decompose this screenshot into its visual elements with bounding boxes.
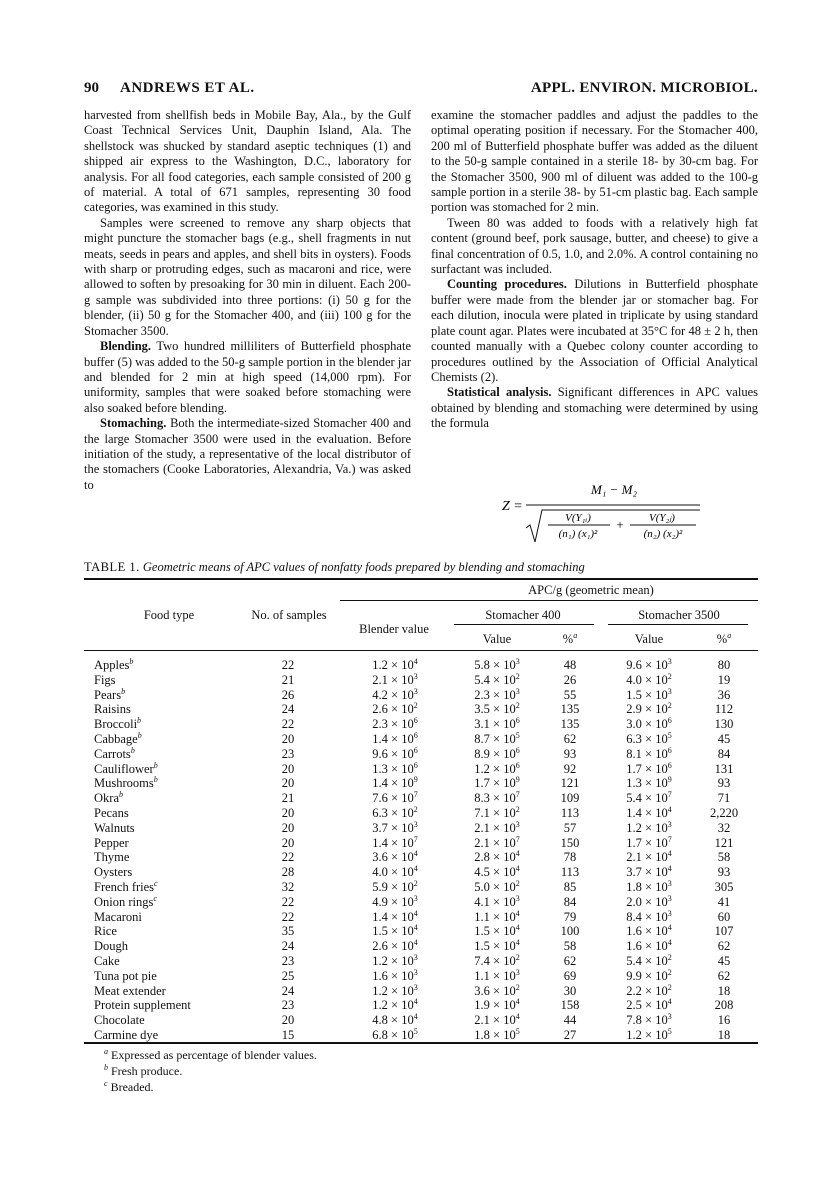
paragraph: Counting procedures. Dilutions in Butterfield phosphate buffer were made from the blender jar or stomacher bag. For each dilution, inocula were plated in triplicate by using standard plate count agar. Plates were incubated at 35°C for 48 ± 2 h, then counted manually with a Quebec colony counter according to procedures outlined by the Association of Official Analytical Chemists (2). (431, 277, 758, 384)
cell-s3500-pct: 19 (717, 672, 731, 687)
table-row (84, 998, 758, 1013)
cell-food-type: Macaroni (94, 909, 142, 924)
cell-samples: 32 (281, 880, 295, 894)
cell-s400-pct: 92 (563, 761, 577, 776)
cell-s3500-value: $4.0 \times 10^2$ (626, 671, 672, 687)
cell-s400-pct: 135 (560, 702, 580, 717)
cell-blender-value: $6.8 \times 10^5$ (372, 1026, 418, 1042)
footnote: $^a$ Expressed as percentage of blender values. (104, 1047, 317, 1062)
table-label: TABLE 1. (84, 560, 140, 574)
cell-blender-value: $1.5 \times 10^4$ (372, 923, 418, 939)
cell-food-type: Raisins (94, 702, 131, 717)
cell-blender-value: $4.9 \times 10^3$ (372, 893, 418, 909)
cell-s3500-pct: 71 (717, 791, 731, 806)
cell-samples: 22 (281, 894, 295, 909)
cell-s400-value: $5.8 \times 10^3$ (474, 656, 520, 672)
table-row (84, 924, 758, 939)
cell-food-type: Pears$^b$ (94, 686, 126, 702)
cell-s400-value: $1.9 \times 10^4$ (474, 997, 520, 1013)
cell-s400-pct: 44 (563, 1013, 577, 1028)
cell-s3500-pct: 2,220 (709, 806, 739, 820)
running-header (84, 80, 758, 100)
cell-food-type: Pecans (94, 806, 129, 820)
cell-samples: 20 (281, 835, 295, 850)
cell-s400-value: $7.1 \times 10^2$ (474, 804, 520, 820)
cell-s3500-value: $5.4 \times 10^7$ (626, 790, 672, 806)
cell-blender-value: $4.2 \times 10^3$ (372, 686, 418, 702)
paragraph: harvested from shellfish beds in Mobile Bay, Ala., by the Gulf Coast Technical Services Unit, Dauphin Island, Ala. The shellstock was shucked by standard aseptic techniques (1) and shipped air express to the Washington, D.C., laboratory for analysis. For all food categories, each sample consisted of 200 g of material. A total of 671 samples, representing 30 food categories, was examined in this study. (84, 108, 411, 215)
cell-blender-value: $7.6 \times 10^7$ (372, 790, 418, 806)
cell-s400-value: $8.3 \times 10^7$ (474, 790, 520, 806)
cell-s3500-value: $2.2 \times 10^2$ (626, 982, 672, 998)
cell-s3500-pct: 62 (717, 968, 731, 983)
cell-blender-value: $2.6 \times 10^2$ (372, 701, 418, 717)
header-value-3500: Value (634, 632, 664, 646)
cell-blender-value: $2.6 \times 10^4$ (372, 938, 418, 954)
cell-s400-value: $5.0 \times 10^2$ (474, 878, 520, 894)
cell-s3500-pct: 107 (714, 924, 734, 939)
cell-samples: 20 (281, 820, 295, 835)
table-row (84, 806, 758, 821)
table-row (84, 776, 758, 791)
header-blender: Blender value (359, 622, 429, 636)
cell-s400-pct: 26 (563, 672, 577, 687)
cell-food-type: Cake (94, 954, 120, 968)
cell-s3500-value: $1.5 \times 10^3$ (626, 686, 672, 702)
cell-s3500-pct: 208 (714, 998, 734, 1013)
table-row (84, 850, 758, 865)
run-in-heading: Blending. (100, 339, 152, 354)
cell-s400-value: $4.5 \times 10^4$ (474, 864, 520, 880)
cell-s3500-value: $9.9 \times 10^2$ (626, 967, 672, 983)
paragraph: examine the stomacher paddles and adjust the paddles to the optimal operating position if necessary. For the Stomacher 400, 200 ml of Butterfield phosphate buffer was added as the diluent to the 50-g sample contained in a sterile 18- by 30-cm bag. For the Stomacher 3500, 900 ml of diluent was added to the 100-g sample portion in a sterile 38- by 51-cm plastic bag. Each sample portion was stomached for 2 min. (431, 108, 758, 215)
cell-s400-pct: 85 (563, 880, 577, 894)
header-pct-400: %$^a$ (562, 630, 578, 646)
right-column (431, 108, 758, 432)
cell-food-type: Meat extender (94, 983, 166, 998)
cell-s400-value: $8.7 \times 10^5$ (474, 730, 520, 746)
header-stomacher-3500: Stomacher 3500 (638, 608, 720, 622)
cell-s400-value: $5.4 \times 10^2$ (474, 671, 520, 687)
footnote: $^c$ Breaded. (104, 1079, 154, 1094)
paragraph: Stomaching. Both the intermediate-sized Stomacher 400 and the large Stomacher 3500 were used in the evaluation. Before initiation of the study, a representative of the local distributor of the stomachers (Cooke Laboratories, Alexandria, Va.) was asked to (84, 416, 411, 492)
cell-samples: 20 (281, 1013, 295, 1028)
cell-s3500-pct: 121 (714, 835, 734, 850)
cell-s3500-value: $1.2 \times 10^3$ (626, 819, 672, 835)
cell-s400-pct: 55 (563, 687, 577, 702)
formula-term2-top: V(Y₂ⱼ) (649, 512, 675, 524)
paragraph: Statistical analysis. Significant differences in APC values obtained by blending and stomaching were determined by using the formula (431, 385, 758, 431)
cell-s400-pct: 30 (563, 983, 577, 998)
cell-s3500-value: $2.1 \times 10^4$ (626, 849, 672, 865)
cell-s400-pct: 150 (560, 835, 580, 850)
cell-blender-value: $2.1 \times 10^3$ (372, 671, 418, 687)
cell-samples: 25 (281, 968, 295, 983)
cell-samples: 26 (281, 687, 295, 702)
table-row (84, 658, 758, 673)
cell-s3500-pct: 112 (714, 702, 734, 717)
cell-samples: 20 (281, 806, 295, 820)
cell-food-type: Oysters (94, 865, 133, 880)
cell-s400-pct: 113 (560, 806, 580, 820)
cell-blender-value: $1.2 \times 10^4$ (372, 656, 418, 672)
table-row (84, 984, 758, 999)
table-row (84, 688, 758, 703)
cell-s3500-value: $1.2 \times 10^5$ (626, 1026, 672, 1042)
cell-s3500-pct: 18 (717, 983, 731, 998)
cell-s3500-value: $1.6 \times 10^4$ (626, 923, 672, 939)
cell-s400-value: $1.5 \times 10^4$ (474, 938, 520, 954)
cell-blender-value: $6.3 \times 10^2$ (372, 804, 418, 820)
left-column (84, 108, 411, 493)
cell-s3500-value: $3.7 \times 10^4$ (626, 864, 672, 880)
header-apc-group: APC/g (geometric mean) (528, 583, 654, 597)
table-title: Geometric means of APC values of nonfatty foods prepared by blending and stomaching (142, 560, 585, 574)
cell-s3500-pct: 41 (717, 894, 731, 909)
cell-samples: 20 (281, 732, 295, 746)
cell-food-type: Pepper (94, 835, 129, 850)
cell-s400-pct: 84 (563, 894, 577, 909)
table-row (84, 791, 758, 806)
cell-s3500-value: $1.4 \times 10^4$ (626, 804, 672, 820)
cell-samples: 21 (281, 672, 295, 687)
cell-blender-value: $9.6 \times 10^6$ (372, 745, 418, 761)
cell-s3500-value: $6.3 \times 10^5$ (626, 730, 672, 746)
table-row (84, 717, 758, 732)
cell-samples: 20 (281, 776, 295, 791)
cell-food-type: Tuna pot pie (94, 968, 157, 983)
cell-s400-value: $1.5 \times 10^4$ (474, 923, 520, 939)
table-row (84, 954, 758, 969)
cell-s400-pct: 158 (560, 998, 580, 1013)
cell-samples: 35 (281, 924, 295, 939)
cell-blender-value: $1.2 \times 10^3$ (372, 952, 418, 968)
cell-s3500-pct: 32 (717, 820, 731, 835)
cell-s400-pct: 57 (563, 820, 577, 835)
cell-s400-pct: 100 (560, 924, 580, 939)
cell-food-type: Okra$^b$ (94, 790, 123, 806)
cell-food-type: Broccoli$^b$ (94, 716, 142, 732)
z-formula (502, 478, 702, 558)
cell-food-type: Dough (94, 939, 129, 954)
cell-s400-value: $7.4 \times 10^2$ (474, 952, 520, 968)
cell-food-type: French fries$^c$ (94, 878, 158, 894)
table-row (84, 865, 758, 880)
run-in-heading: Statistical analysis. (447, 385, 552, 400)
cell-s3500-value: $1.7 \times 10^6$ (626, 760, 672, 776)
cell-s400-pct: 48 (563, 658, 577, 672)
table-row (84, 747, 758, 762)
cell-s3500-pct: 80 (717, 658, 731, 672)
cell-s400-value: $1.8 \times 10^5$ (474, 1026, 520, 1042)
cell-food-type: Protein supplement (94, 998, 191, 1013)
cell-s400-pct: 78 (563, 850, 577, 865)
cell-s3500-value: $1.3 \times 10^9$ (626, 775, 672, 791)
cell-food-type: Apples$^b$ (94, 656, 134, 672)
cell-s400-value: $4.1 \times 10^3$ (474, 893, 520, 909)
cell-s400-pct: 121 (560, 776, 580, 791)
cell-blender-value: $4.8 \times 10^4$ (372, 1012, 418, 1028)
cell-samples: 24 (281, 983, 295, 998)
cell-food-type: Carmine dye (94, 1028, 159, 1042)
cell-s3500-value: $1.7 \times 10^7$ (626, 834, 672, 850)
cell-food-type: Carrots$^b$ (94, 745, 135, 761)
cell-s400-value: $3.1 \times 10^6$ (474, 716, 520, 732)
cell-s3500-value: $7.8 \times 10^3$ (626, 1012, 672, 1028)
cell-s400-value: $2.1 \times 10^7$ (474, 834, 520, 850)
cell-blender-value: $2.3 \times 10^6$ (372, 716, 418, 732)
table-row (84, 732, 758, 747)
cell-samples: 15 (281, 1028, 295, 1042)
cell-blender-value: $1.3 \times 10^6$ (372, 760, 418, 776)
cell-blender-value: $3.6 \times 10^4$ (372, 849, 418, 865)
cell-s3500-pct: 36 (717, 687, 731, 702)
cell-s3500-pct: 305 (714, 880, 734, 894)
cell-s400-value: $3.5 \times 10^2$ (474, 701, 520, 717)
table-row (84, 880, 758, 895)
cell-s400-value: $2.8 \times 10^4$ (474, 849, 520, 865)
cell-blender-value: $1.4 \times 10^7$ (372, 834, 418, 850)
cell-samples: 23 (281, 746, 295, 761)
formula-term2-bottom: (n₂) (x₂)² (643, 528, 683, 540)
header-value-400: Value (482, 632, 512, 646)
cell-s3500-value: $1.8 \times 10^3$ (626, 878, 672, 894)
paragraph: Samples were screened to remove any sharp objects that might puncture the stomacher bags (e.g., shell fragments in nut meats, seeds in pears and apples, and shell bits in oysters). Foods with sharp or protruding edges, such as macaroni and rice, were allowed to soften by presoaking for 30 min in diluent. Each 200-g sample was subdivided into three portions: (i) 50 g for the blender, (ii) 50 g for the Stomacher 400, and (iii) 100 g for the Stomacher 3500. (84, 215, 411, 338)
table-row (84, 673, 758, 688)
cell-blender-value: $1.4 \times 10^9$ (372, 775, 418, 791)
cell-samples: 23 (281, 954, 295, 968)
cell-s3500-value: $8.4 \times 10^3$ (626, 908, 672, 924)
cell-s400-pct: 93 (563, 746, 577, 761)
table-row (84, 821, 758, 836)
cell-s3500-value: $3.0 \times 10^6$ (626, 716, 672, 732)
cell-s400-pct: 79 (563, 909, 577, 924)
cell-s400-pct: 109 (560, 791, 580, 806)
cell-s400-pct: 69 (563, 968, 577, 983)
formula-term1-top: V(Y₁ᵢ) (565, 512, 591, 524)
cell-samples: 24 (281, 939, 295, 954)
cell-s3500-pct: 45 (717, 954, 731, 968)
cell-s400-pct: 62 (563, 954, 577, 968)
header-food-type: Food type (143, 608, 195, 622)
cell-food-type: Onion rings$^c$ (94, 893, 157, 909)
cell-s3500-value: $2.0 \times 10^3$ (626, 893, 672, 909)
journal-name: APPL. ENVIRON. MICROBIOL. (530, 80, 758, 96)
running-authors: ANDREWS ET AL. (120, 80, 255, 96)
table-row (84, 910, 758, 925)
cell-food-type: Figs (94, 672, 116, 687)
cell-s400-value: $1.1 \times 10^4$ (474, 908, 520, 924)
table-row (84, 702, 758, 717)
cell-blender-value: $1.6 \times 10^3$ (372, 967, 418, 983)
cell-s3500-value: $2.9 \times 10^2$ (626, 701, 672, 717)
formula-term1-bottom: (n₁) (x₁)² (558, 528, 598, 540)
cell-blender-value: $1.4 \times 10^6$ (372, 730, 418, 746)
cell-s3500-pct: 60 (717, 909, 731, 924)
cell-s3500-pct: 84 (717, 746, 731, 761)
cell-s3500-pct: 18 (717, 1028, 731, 1042)
cell-s400-value: $2.1 \times 10^4$ (474, 1012, 520, 1028)
cell-blender-value: $1.4 \times 10^4$ (372, 908, 418, 924)
cell-s3500-pct: 45 (717, 732, 731, 746)
cell-s400-value: $3.6 \times 10^2$ (474, 982, 520, 998)
paragraph: Blending. Two hundred milliliters of Butterfield phosphate buffer (5) was added to the 50-g sample portion in the blender jar and blended for 2 min at high speed (14,000 rpm). For uniformity, samples that were soaked before stomaching were also soaked before blending. (84, 339, 411, 415)
cell-samples: 21 (281, 791, 295, 806)
header-stomacher-400: Stomacher 400 (485, 608, 561, 622)
cell-s400-value: $2.1 \times 10^3$ (474, 819, 520, 835)
cell-s400-value: $1.2 \times 10^6$ (474, 760, 520, 776)
cell-samples: 23 (281, 998, 295, 1013)
cell-blender-value: $5.9 \times 10^2$ (372, 878, 418, 894)
table-caption (84, 560, 758, 575)
cell-food-type: Walnuts (94, 820, 135, 835)
cell-food-type: Mushrooms$^b$ (94, 775, 158, 791)
header-samples: No. of samples (251, 608, 327, 622)
cell-food-type: Rice (94, 924, 117, 939)
cell-blender-value: $1.2 \times 10^4$ (372, 997, 418, 1013)
cell-s3500-value: $2.5 \times 10^4$ (626, 997, 672, 1013)
table-row (84, 1013, 758, 1028)
cell-s3500-value: $5.4 \times 10^2$ (626, 952, 672, 968)
run-in-heading: Counting procedures. (447, 277, 567, 292)
cell-food-type: Cabbage$^b$ (94, 730, 142, 746)
cell-samples: 22 (281, 909, 295, 924)
cell-samples: 22 (281, 658, 295, 672)
paragraph: Tween 80 was added to foods with a relatively high fat content (ground beef, pork sausage, butter, and cheese) to give a final concentration of 0.5, 1.0, and 2.0%. A control containing no surfactant was included. (431, 215, 758, 277)
cell-s400-value: $1.7 \times 10^9$ (474, 775, 520, 791)
table-row (84, 836, 758, 851)
table-row (84, 969, 758, 984)
formula-plus: + (616, 517, 624, 532)
footnote: $^b$ Fresh produce. (104, 1063, 183, 1078)
cell-samples: 28 (281, 865, 295, 880)
cell-s400-pct: 58 (563, 939, 577, 954)
cell-blender-value: $1.2 \times 10^3$ (372, 982, 418, 998)
cell-s3500-pct: 131 (714, 761, 734, 776)
formula-numerator: M₁ − M₂ (591, 482, 637, 497)
cell-s3500-value: $9.6 \times 10^3$ (626, 656, 672, 672)
cell-samples: 20 (281, 761, 295, 776)
cell-s3500-pct: 62 (717, 939, 731, 954)
header-pct-3500: %$^a$ (716, 630, 732, 646)
cell-samples: 24 (281, 702, 295, 717)
page-number: 90 (84, 80, 99, 96)
table-row (84, 1028, 758, 1043)
cell-s3500-pct: 130 (714, 717, 734, 732)
cell-s400-pct: 62 (563, 732, 577, 746)
table-row (84, 895, 758, 910)
table-row (84, 762, 758, 777)
cell-s400-pct: 27 (563, 1028, 577, 1042)
cell-blender-value: $4.0 \times 10^4$ (372, 864, 418, 880)
formula-lhs: Z = (502, 499, 523, 514)
cell-s3500-value: $8.1 \times 10^6$ (626, 745, 672, 761)
cell-s400-value: $1.1 \times 10^3$ (474, 967, 520, 983)
cell-s3500-pct: 93 (717, 776, 731, 791)
cell-s400-value: $2.3 \times 10^3$ (474, 686, 520, 702)
cell-s400-pct: 135 (560, 717, 580, 732)
cell-food-type: Thyme (94, 850, 130, 865)
run-in-heading: Stomaching. (100, 416, 167, 431)
cell-samples: 22 (281, 850, 295, 865)
cell-food-type: Cauliflower$^b$ (94, 760, 158, 776)
cell-s3500-value: $1.6 \times 10^4$ (626, 938, 672, 954)
cell-s400-value: $8.9 \times 10^6$ (474, 745, 520, 761)
cell-s3500-pct: 93 (717, 865, 731, 880)
cell-samples: 22 (281, 717, 295, 732)
cell-s3500-pct: 58 (717, 850, 731, 865)
table-footnotes (104, 1047, 317, 1095)
cell-s400-pct: 113 (560, 865, 580, 880)
table-row (84, 939, 758, 954)
cell-food-type: Chocolate (94, 1013, 145, 1028)
cell-s3500-pct: 16 (717, 1013, 731, 1028)
cell-blender-value: $3.7 \times 10^3$ (372, 819, 418, 835)
